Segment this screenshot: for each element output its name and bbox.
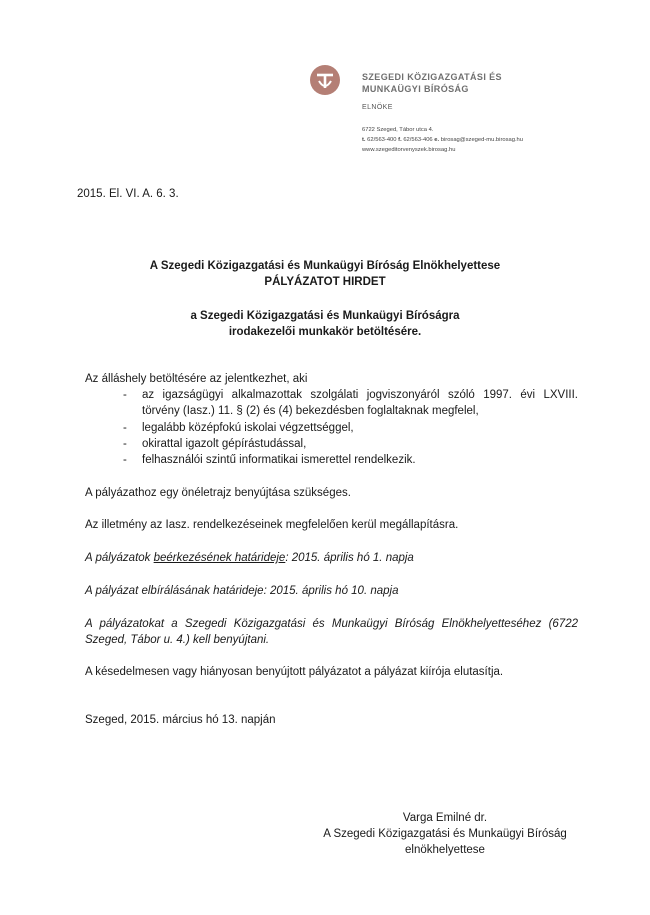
bullet-dash: - (123, 422, 127, 434)
submission-line1: A pályázatokat a Szegedi Közigazgatási és Munkaügyi Bíróság Elnökhelyetteséhez (6722 (85, 618, 578, 630)
deadline-prefix: A pályázatok (85, 552, 154, 564)
court-logo-icon (309, 64, 341, 96)
bullet-dash: - (123, 389, 127, 401)
late-submission-note: A késedelmesen vagy hiányosan benyújtott pályázatot a pályázat kiírója elutasítja. (85, 666, 504, 678)
requirement-item: okirattal igazolt gépírástudással, (142, 438, 307, 450)
bullet-dash: - (123, 438, 127, 450)
place-date: Szeged, 2015. március hó 13. napján (85, 714, 276, 726)
contact-line (362, 137, 523, 143)
bullet-dash: - (123, 454, 127, 466)
cv-note: A pályázathoz egy önéletrajz benyújtása szükséges. (85, 487, 351, 499)
fax: 62/563-406 (403, 137, 433, 143)
email-link[interactable]: birosag@szeged-mu.birosag.hu (440, 137, 524, 143)
address: 6722 Szeged, Tábor utca 4. (362, 127, 434, 133)
office-title: ELNÖKE (362, 104, 393, 111)
title-line1: A Szegedi Közigazgatási és Munkaügyi Bíróság Elnökhelyettese (149, 260, 501, 272)
phone: 62/563-400 (367, 137, 397, 143)
reference-number: 2015. El. VI. A. 6. 3. (77, 188, 179, 200)
website-link[interactable]: www.szegeditorvenyszek.birosag.hu (362, 147, 456, 153)
court-name-line2: MUNKAÜGYI BÍRÓSÁG (362, 84, 469, 94)
deadline-line (85, 552, 414, 564)
title-line2: PÁLYÁZATOT HIRDET (264, 276, 386, 288)
intro-text: Az álláshely betöltésére az jelentkezhet, aki (85, 373, 308, 385)
decision-deadline: A pályázat elbírálásának határideje: 2015. április hó 10. napja (85, 585, 399, 597)
signer-name: Varga Emilné dr. (402, 812, 488, 824)
requirement-item: legalább középfokú iskolai végzettséggel, (142, 422, 354, 434)
requirement-item: az igazságügyi alkalmazottak szolgálati jogviszonyáról szóló 1997. évi LXVIII. (142, 389, 578, 401)
deadline-underlined: beérkezésének határideje (153, 552, 286, 564)
requirement-item-continuation: törvény (Iasz.) 11. § (2) és (4) bekezdésben foglaltaknak megfelel, (142, 405, 479, 417)
submission-line2: Szeged, Tábor u. 4.) kell benyújtani. (85, 634, 270, 646)
signer-institution: A Szegedi Közigazgatási és Munkaügyi Bíróság (323, 828, 567, 840)
fax-prefix: f. (398, 137, 402, 143)
email-prefix: e. (434, 137, 440, 143)
requirement-item: felhasználói szintű informatikai ismerettel rendelkezik. (142, 454, 416, 466)
title-line3: a Szegedi Közigazgatási és Munkaügyi Bíróságra (190, 310, 460, 322)
deadline-suffix: : 2015. április hó 1. napja (285, 552, 414, 564)
title-line4: irodakezelői munkakör betöltésére. (228, 326, 422, 338)
signer-role: elnökhelyettese (405, 844, 485, 856)
salary-note: Az illetmény az Iasz. rendelkezéseinek megfelelően kerül megállapításra. (85, 519, 459, 531)
phone-prefix: t. (362, 137, 366, 143)
court-name-line1: SZEGEDI KÖZIGAZGATÁSI ÉS (362, 72, 502, 82)
